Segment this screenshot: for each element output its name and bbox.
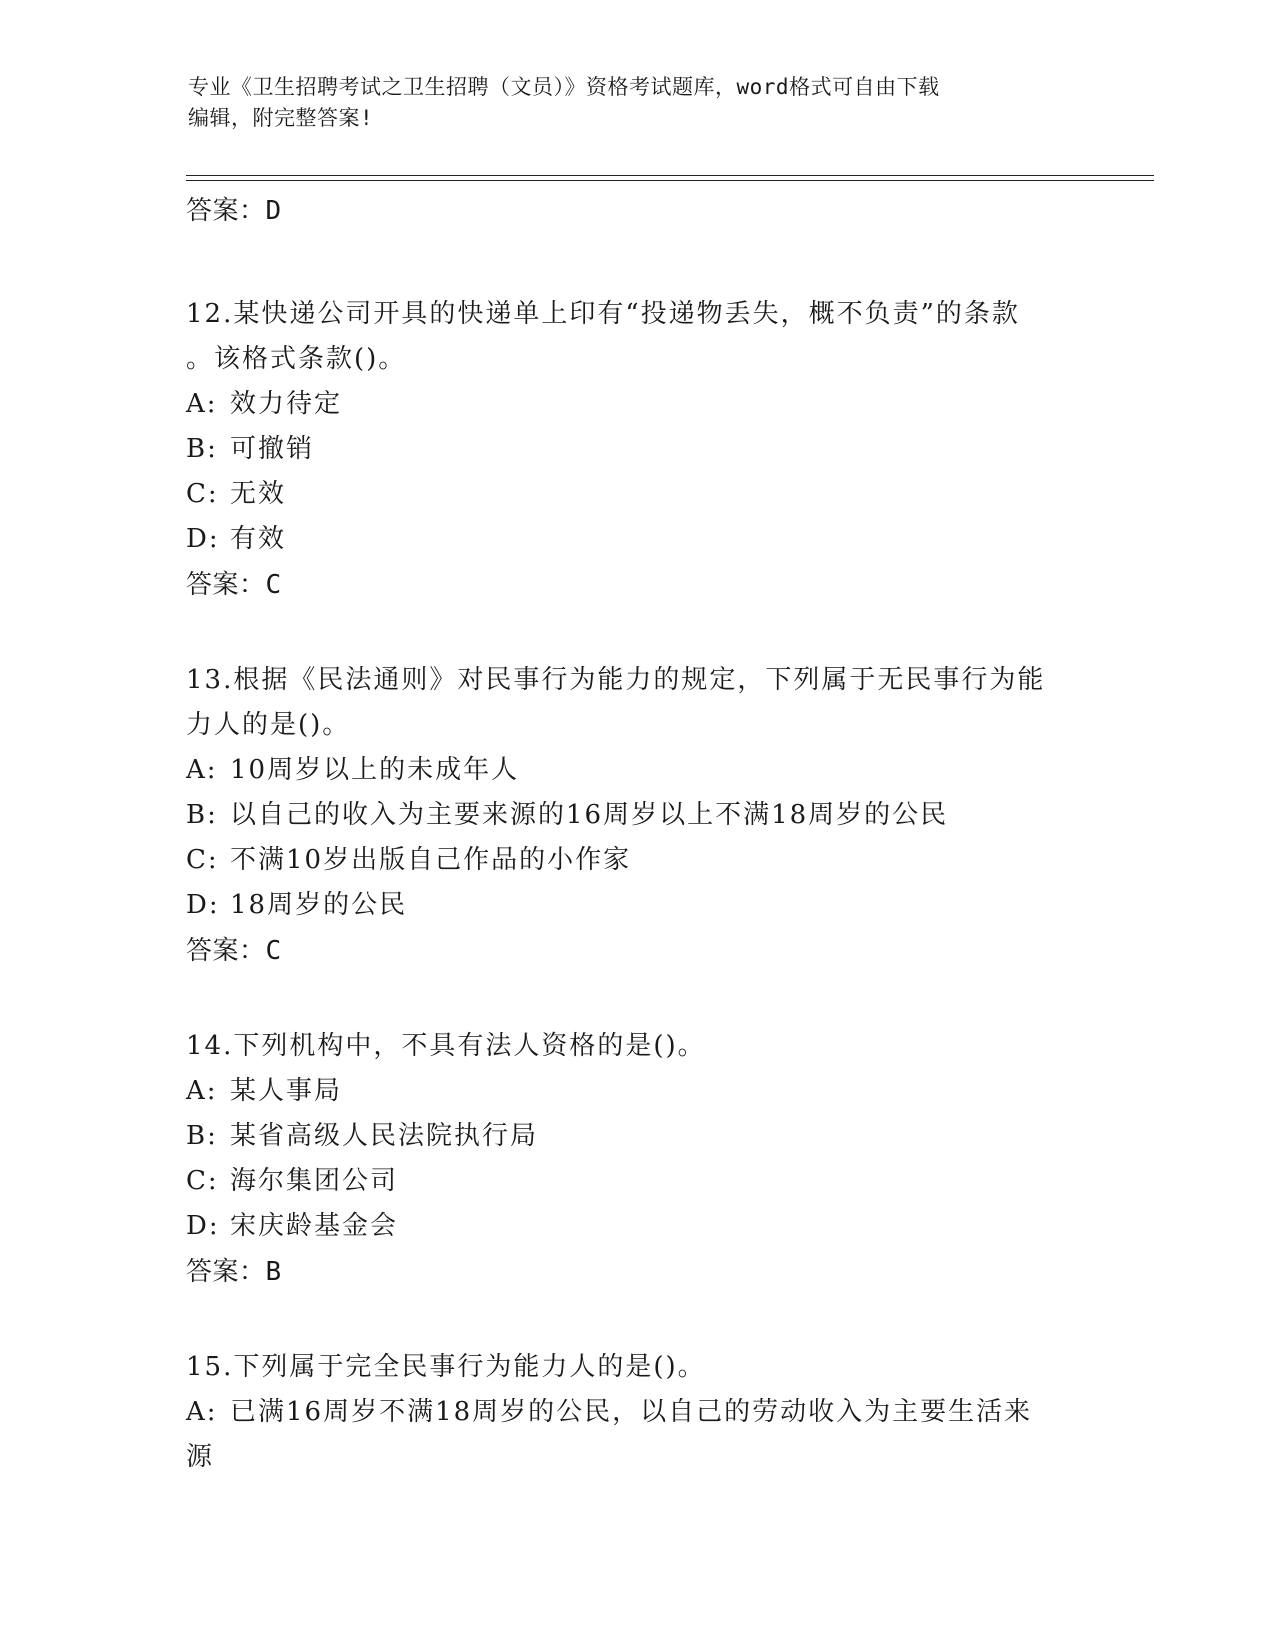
- option-letter: D:: [186, 524, 220, 554]
- option-letter: C:: [186, 845, 219, 875]
- question-text: [186, 1345, 1086, 1390]
- option-text: 10周岁以上的未成年人: [230, 755, 520, 785]
- question-list: [186, 188, 1086, 1480]
- option-c: [186, 1159, 1086, 1204]
- header-divider-top: [186, 175, 1154, 176]
- document-header: [188, 72, 1088, 134]
- option-text: 不满10岁出版自己作品的小作家: [230, 845, 632, 875]
- question-text: [186, 658, 1086, 748]
- option-text: 宋庆龄基金会: [230, 1211, 399, 1241]
- header-line-2: 编辑，附完整答案!: [188, 106, 374, 130]
- option-letter: B:: [186, 800, 218, 830]
- option-b: [186, 793, 1086, 838]
- option-b: [186, 1114, 1086, 1159]
- previous-answer: 答案：D: [186, 196, 282, 226]
- question-text-line: 14.下列机构中，不具有法人资格的是()。: [186, 1031, 706, 1061]
- question-text-line: 15.下列属于完全民事行为能力人的是()。: [186, 1352, 706, 1382]
- option-a: [186, 1069, 1086, 1114]
- option-letter: A:: [186, 389, 218, 419]
- option-a: [186, 748, 1086, 793]
- question-text-line: 12.某快递公司开具的快递单上印有“投递物丢失，概不负责”的条款: [186, 299, 1020, 329]
- answer: 答案：C: [186, 936, 282, 966]
- option-a: [186, 1390, 1086, 1435]
- option-a: [186, 382, 1086, 427]
- option-d: [186, 517, 1086, 562]
- option-letter: C:: [186, 1166, 219, 1196]
- option-d: [186, 1204, 1086, 1249]
- question-text-line: 力人的是()。: [186, 710, 351, 740]
- option-text: 以自己的收入为主要来源的16周岁以上不满18周岁的公民: [230, 800, 949, 830]
- option-text: 可撤销: [230, 434, 315, 464]
- question-14: [186, 1024, 1086, 1295]
- option-d: [186, 883, 1086, 928]
- option-text: 某人事局: [230, 1076, 343, 1106]
- option-letter: D:: [186, 1211, 220, 1241]
- header-line-1: 专业《卫生招聘考试之卫生招聘（文员）》资格考试题库，word格式可自由下载: [188, 75, 940, 99]
- option-c: [186, 472, 1086, 517]
- option-text: 某省高级人民法院执行局: [230, 1121, 539, 1151]
- option-letter: B:: [186, 434, 218, 464]
- option-b: [186, 427, 1086, 472]
- option-text: 无效: [230, 479, 287, 509]
- option-letter: C:: [186, 479, 219, 509]
- header-divider-bottom: [186, 180, 1154, 181]
- option-a-continuation: 源: [186, 1442, 215, 1472]
- option-text: 效力待定: [230, 389, 343, 419]
- option-letter: A:: [186, 1076, 218, 1106]
- option-letter: B:: [186, 1121, 218, 1151]
- question-text: [186, 1024, 1086, 1069]
- question-12: [186, 292, 1086, 608]
- option-text: 18周岁的公民: [230, 890, 408, 920]
- answer: 答案：B: [186, 1257, 282, 1287]
- question-15: [186, 1345, 1086, 1480]
- answer: 答案：C: [186, 570, 282, 600]
- question-13: [186, 658, 1086, 974]
- option-text: 海尔集团公司: [230, 1166, 399, 1196]
- question-text-line: 。该格式条款()。: [186, 344, 407, 374]
- question-text-line: 13.根据《民法通则》对民事行为能力的规定，下列属于无民事行为能: [186, 665, 1046, 695]
- option-letter: A:: [186, 755, 218, 785]
- question-text: [186, 292, 1086, 382]
- option-c: [186, 838, 1086, 883]
- option-letter: A:: [186, 1397, 218, 1427]
- option-text: 有效: [230, 524, 287, 554]
- option-letter: D:: [186, 890, 220, 920]
- option-text: 已满16周岁不满18周岁的公民，以自己的劳动收入为主要生活来: [230, 1397, 1033, 1427]
